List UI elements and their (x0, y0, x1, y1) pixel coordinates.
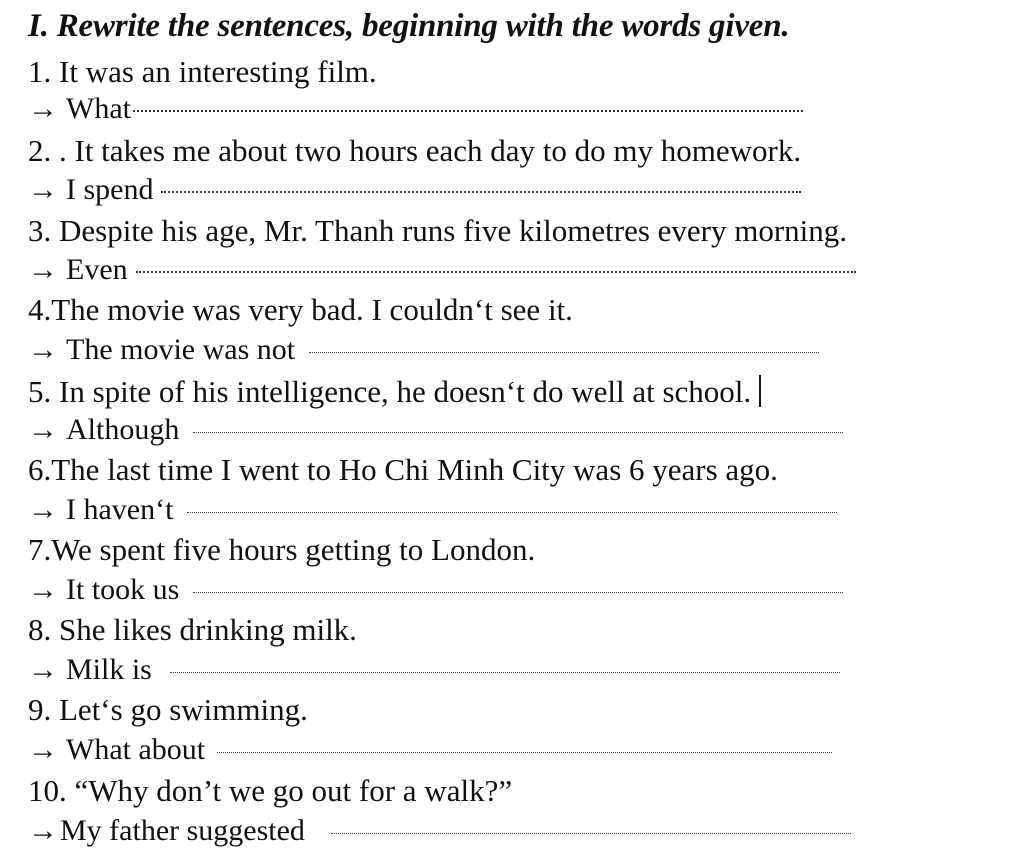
arrow-icon: → (28, 173, 58, 206)
sentence-text: 5. In spite of his intelligence, he doesn‘t do well at school. (28, 374, 752, 409)
sentence-text: 10. “Why don’t we go out for a walk?” (28, 773, 513, 808)
sentence-10 (28, 771, 512, 811)
sentence-text: 1. It was an interesting film. (28, 54, 377, 89)
answer-prompt: Even (66, 253, 128, 286)
sentence-9 (28, 690, 308, 730)
answer-prompt: My father suggested (60, 814, 305, 847)
sentence-text: 8. She likes drinking milk. (28, 612, 357, 647)
answer-prompt: What (66, 92, 131, 125)
answer-blank[interactable] (161, 191, 801, 193)
answer-prompt: It took us (66, 573, 180, 606)
answer-line-5 (28, 410, 843, 450)
answer-line-1 (28, 89, 803, 129)
answer-blank[interactable] (309, 352, 819, 353)
arrow-icon: → (28, 333, 58, 366)
sentence-6 (28, 450, 778, 490)
text-cursor (759, 375, 761, 407)
sentence-1 (28, 52, 377, 92)
arrow-icon: → (28, 413, 58, 446)
sentence-3 (28, 211, 847, 251)
sentence-text: 7.We spent five hours getting to London. (28, 532, 536, 567)
sentence-8 (28, 610, 357, 650)
answer-blank[interactable] (193, 592, 843, 593)
answer-prompt: I spend (66, 173, 154, 206)
arrow-icon: → (28, 814, 58, 847)
answer-blank[interactable] (170, 672, 840, 673)
arrow-icon: → (28, 573, 58, 606)
answer-line-10 (28, 811, 851, 851)
answer-blank[interactable] (217, 752, 832, 753)
exercise-title: I. Rewrite the sentences, beginning with the words given. (28, 8, 790, 44)
answer-line-9 (28, 730, 832, 770)
sentence-7 (28, 530, 535, 570)
answer-prompt: I haven‘t (66, 493, 174, 526)
answer-line-4 (28, 330, 819, 370)
sentence-text: 2. . It takes me about two hours each day to do my homework. (28, 133, 802, 168)
arrow-icon: → (28, 733, 58, 766)
sentence-text: 9. Let‘s go swimming. (28, 692, 308, 727)
answer-prompt: Although (66, 413, 180, 446)
sentence-5 (28, 370, 761, 410)
answer-blank[interactable] (136, 271, 856, 273)
arrow-icon: → (28, 493, 58, 526)
sentence-4 (28, 290, 573, 330)
answer-prompt: What about (66, 733, 206, 766)
answer-line-6 (28, 490, 837, 530)
answer-blank[interactable] (133, 110, 803, 112)
answer-line-3 (28, 250, 856, 290)
answer-line-2 (28, 170, 801, 210)
answer-prompt: The movie was not (66, 333, 296, 366)
answer-blank[interactable] (331, 833, 851, 834)
answer-blank[interactable] (187, 512, 837, 513)
answer-blank[interactable] (193, 432, 843, 433)
answer-line-7 (28, 570, 843, 610)
arrow-icon: → (28, 653, 58, 686)
answer-prompt: Milk is (66, 653, 152, 686)
sentence-text: 4.The movie was very bad. I couldn‘t see it. (28, 292, 573, 327)
sentence-text: 3. Despite his age, Mr. Thanh runs five kilometres every morning. (28, 213, 848, 248)
answer-line-8 (28, 650, 840, 690)
arrow-icon: → (28, 92, 58, 125)
sentence-2 (28, 131, 801, 171)
arrow-icon: → (28, 253, 58, 286)
sentence-text: 6.The last time I went to Ho Chi Minh City was 6 years ago. (28, 452, 778, 487)
